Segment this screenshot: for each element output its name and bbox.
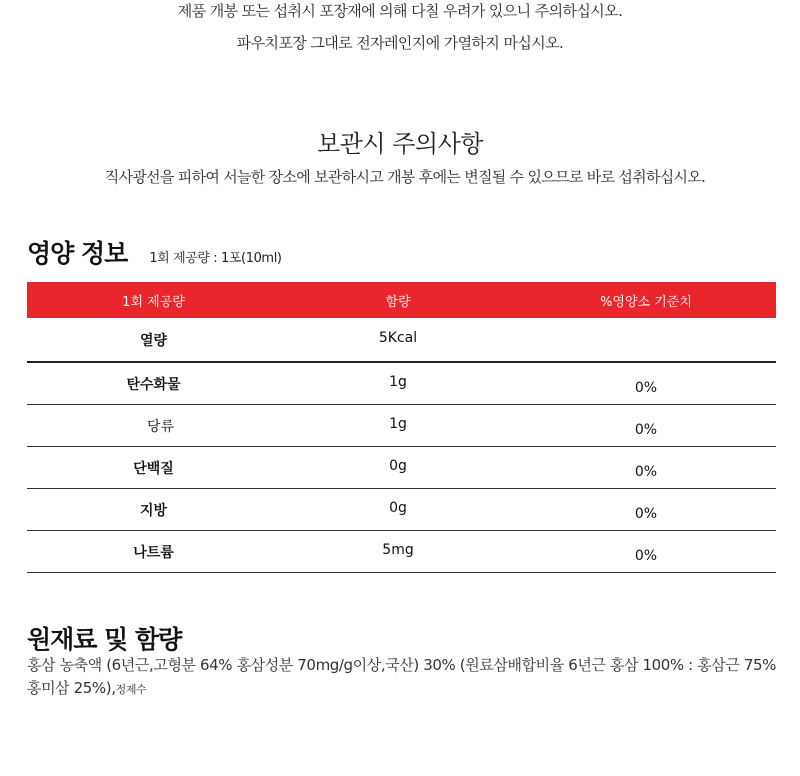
- nutrient-amount: 5Kcal: [378, 329, 418, 346]
- nutrition-title: 영양 정보: [27, 239, 128, 268]
- warning-text-2: 파우치포장 그대로 전자레인지에 가열하지 마십시오.: [236, 34, 564, 52]
- nutrient-amount: 1g: [389, 373, 407, 390]
- nutrient-name: 단백질: [133, 460, 174, 477]
- table-row: [27, 489, 776, 531]
- nutrient-percent: 0%: [634, 421, 658, 438]
- serving-size: 1회 제공량 : 1포(10ml): [149, 251, 282, 266]
- nutrient-percent: 0%: [634, 547, 658, 564]
- nutrient-percent: 0%: [634, 463, 658, 480]
- table-row: [27, 447, 776, 489]
- table-row: [27, 405, 776, 447]
- ingredients-text: [27, 654, 776, 701]
- table-row: [27, 363, 776, 405]
- nutrient-amount: 1g: [389, 415, 407, 432]
- nutrition-header: [27, 234, 282, 270]
- nutrient-name: 당류: [146, 418, 175, 435]
- nutrient-name: 열량: [139, 332, 168, 349]
- storage-text: 직사광선을 피하여 서늘한 장소에 보관하시고 개봉 후에는 변질될 수 있으므로 바로 섭취하십시오.: [104, 168, 706, 186]
- nutrient-amount: 0g: [389, 499, 407, 516]
- ingredients-suffix: 정제수: [115, 683, 147, 696]
- nutrient-name: 탄수화물: [126, 376, 181, 393]
- nutrient-name: 지방: [139, 502, 168, 519]
- header-amount: 함량: [385, 294, 411, 310]
- warning-text-1: 제품 개봉 또는 섭취시 포장재에 의해 다칠 우려가 있으니 주의하십시오.: [177, 2, 623, 20]
- nutrition-table-header: [27, 282, 776, 318]
- nutrient-percent: 0%: [634, 505, 658, 522]
- ingredients-body: 홍삼 농축액 (6년근,고형분 64% 홍삼성분 70mg/g이상,국산) 30% (원료삼배합비율 6년근 홍삼 100% : 홍삼근 75% 홍미삼 25%),: [27, 656, 776, 697]
- nutrient-name: 나트륨: [133, 544, 174, 561]
- table-row: [27, 531, 776, 573]
- nutrient-amount: 0g: [389, 457, 407, 474]
- storage-title: 보관시 주의사항: [317, 130, 483, 158]
- nutrition-table: [27, 282, 776, 573]
- ingredients-title: 원재료 및 함량: [27, 625, 182, 654]
- nutrient-amount: 5mg: [382, 541, 414, 558]
- header-serving: 1회 제공량: [122, 294, 185, 310]
- header-daily-value: %영양소 기준치: [600, 294, 692, 310]
- table-row: [27, 318, 776, 363]
- nutrient-percent: 0%: [634, 379, 658, 396]
